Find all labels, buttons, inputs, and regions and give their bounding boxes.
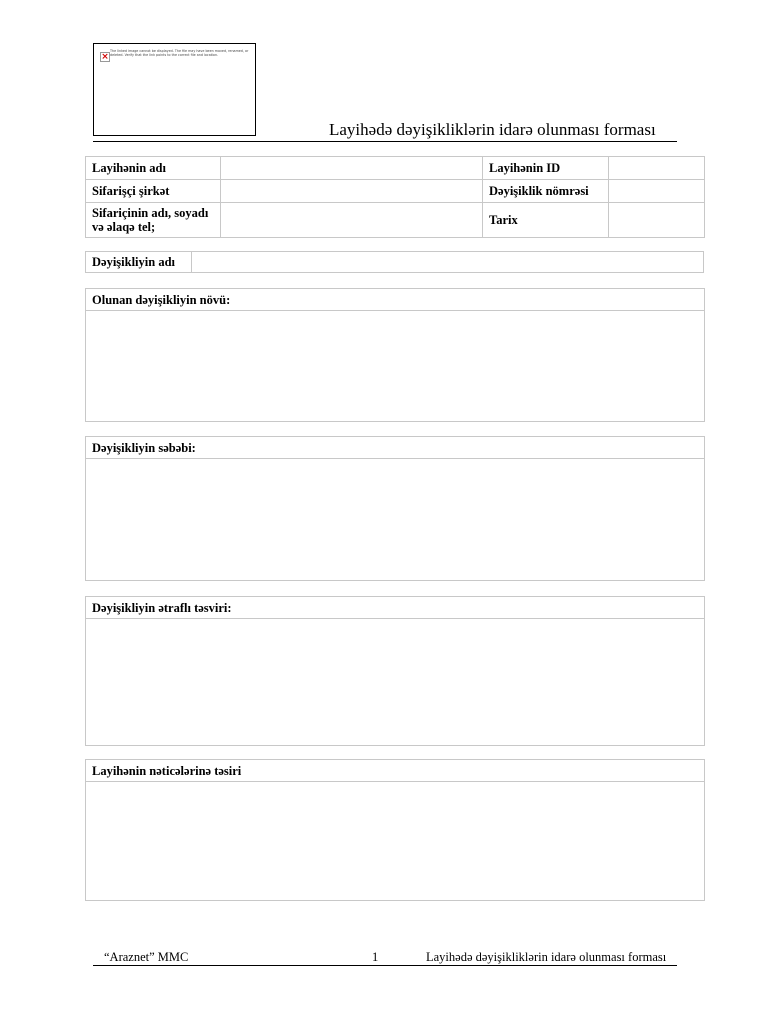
broken-image-icon: × xyxy=(101,52,109,62)
change-reason-heading: Dəyişikliyin səbəbi: xyxy=(86,437,704,459)
footer-company: “Araznet” MMC xyxy=(104,950,189,964)
customer-company-label: Sifarişçi şirkət xyxy=(86,180,221,203)
title-divider xyxy=(93,141,677,142)
project-name-field[interactable] xyxy=(221,157,483,180)
change-description-section xyxy=(85,596,705,746)
impact-section xyxy=(85,759,705,901)
impact-field[interactable] xyxy=(86,782,704,900)
document-title: Layihədə dəyişikliklərin idarə olunması forması xyxy=(329,120,656,139)
date-label: Tarix xyxy=(483,203,609,238)
table-row xyxy=(86,203,705,238)
change-name-table xyxy=(85,251,704,273)
project-id-label: Layihənin ID xyxy=(483,157,609,180)
footer-divider xyxy=(93,965,677,966)
broken-image-message: The linked image cannot be displayed. The file may have been moved, renamed, or deleted. Verify that the link points to the correct file and location. xyxy=(110,49,249,57)
footer-page-number: 1 xyxy=(372,950,379,964)
table-row xyxy=(86,157,705,180)
date-field[interactable] xyxy=(609,203,705,238)
change-reason-section xyxy=(85,436,705,581)
change-type-field[interactable] xyxy=(86,311,704,421)
table-row xyxy=(86,180,705,203)
customer-contact-field[interactable] xyxy=(221,203,483,238)
change-number-label: Dəyişiklik nömrəsi xyxy=(483,180,609,203)
project-name-label: Layihənin adı xyxy=(86,157,221,180)
footer-form-name: Layihədə dəyişikliklərin idarə olunması forması xyxy=(426,950,667,964)
table-row xyxy=(86,252,704,273)
change-reason-field[interactable] xyxy=(86,459,704,580)
impact-heading: Layihənin nəticələrinə təsiri xyxy=(86,760,704,782)
project-info-table xyxy=(85,156,705,238)
change-name-field[interactable] xyxy=(192,252,704,273)
project-id-field[interactable] xyxy=(609,157,705,180)
logo-image-placeholder xyxy=(93,43,256,136)
change-type-heading: Olunan dəyişikliyin növü: xyxy=(86,289,704,311)
change-name-label: Dəyişikliyin adı xyxy=(86,252,192,273)
change-description-heading: Dəyişikliyin ətraflı təsviri: xyxy=(86,597,704,619)
customer-contact-label: Sifariçinin adı, soyadı və əlaqə tel; xyxy=(86,203,221,238)
change-number-field[interactable] xyxy=(609,180,705,203)
change-type-section xyxy=(85,288,705,422)
change-description-field[interactable] xyxy=(86,619,704,745)
customer-company-field[interactable] xyxy=(221,180,483,203)
